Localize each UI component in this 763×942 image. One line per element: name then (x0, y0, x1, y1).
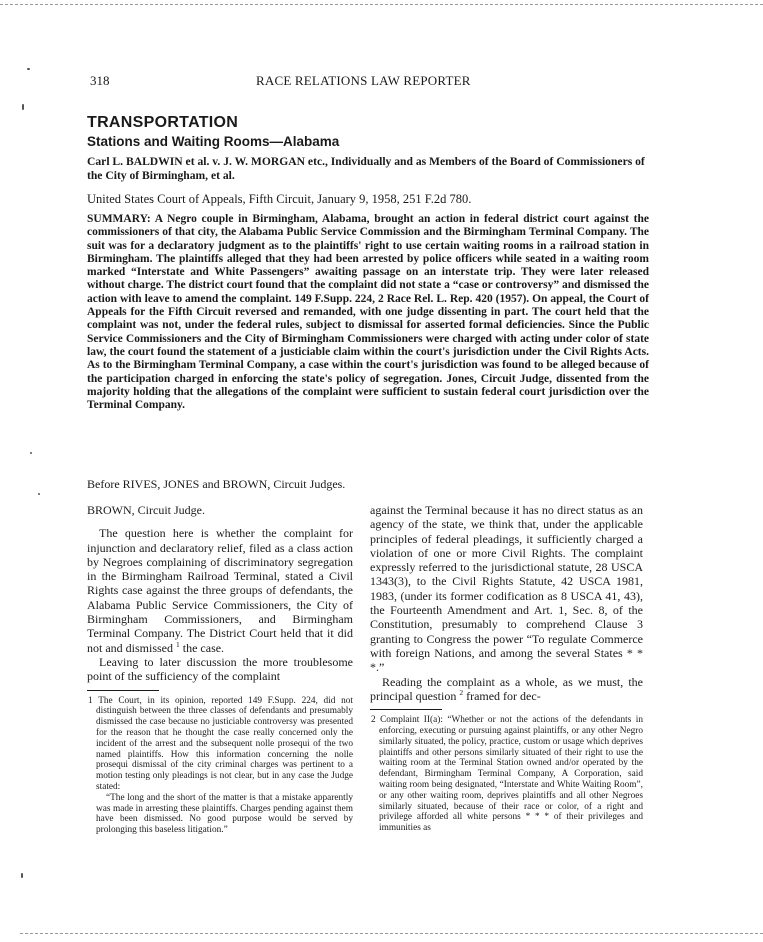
paragraph-text-tail: framed for dec- (463, 688, 541, 703)
court-citation: United States Court of Appeals, Fifth Circuit, January 9, 1958, 251 F.2d 780. (87, 192, 472, 206)
scan-speck (38, 493, 40, 495)
footnote-divider (87, 690, 159, 691)
case-caption: Carl L. BALDWIN et al. v. J. W. MORGAN etc., Individually and as Members of the Board of Commissioners of the City of Birmingham, et al. (87, 155, 645, 182)
scan-top-edge (0, 4, 763, 5)
paragraph-text: The question here is whether the complaint for injunction and declaratory relief, filed as a class action by Negroes complaining of discriminatory segregation in the Birmingham Railroad Terminal, stated a Civil Rights case against the three groups of defendants, the Alabama Public Service Commissioners, the City of Birmingham Commissioners, and Birmingham Terminal Company. The District Court held that it did not and dismissed (87, 526, 353, 655)
scan-speck (21, 873, 23, 878)
scan-speck (27, 68, 30, 70)
opinion-paragraph: against the Terminal because it has no direct status as an agency of the state, we think that, under the applicable principles of federal pleadings, it sufficiently charged a violation of one or more Civil Rights. The complaint expressly referred to the jurisdictional statute, 28 USCA 1343(3), to the Civil Rights Statute, 42 USCA 1981, 1983, (under its former codification as 8 USCA 41, 43), the Fourteenth Amendment and Art. 1, Sec. 8, of the Constitution, presumably to comprehend Clause 3 granting to Congress the power “To regulate Commerce with foreign Nations, and among the several States * * *.” (370, 503, 643, 675)
footnote-ref-1: 1 (176, 639, 180, 649)
footnote-number: 2 (371, 715, 376, 726)
opinion-paragraph (87, 526, 353, 655)
footnote-text: Complaint II(a): “Whether or not the actions of the defendants in enforcing, executing or pursuing against plaintiffs, or any other Negro similarly situated, the policy, practice, custom or usage which deprives plaintiffs and other persons similarly situated of their right to use the waiting room at the Terminal Station owned and/or operated by the defendant, Birmingham Terminal Company, A Corporation, said waiting room being designated, “Interstate and White Waiting Room”, or any other waiting room, deprives plaintiffs and all other Negroes similarly situated, because of their race or color, of a right and privilege afforded all white persons * * * of their privileges and immunities as (379, 715, 643, 834)
scan-bottom-edge (20, 933, 763, 934)
section-title: TRANSPORTATION (87, 114, 239, 131)
running-title: RACE RELATIONS LAW REPORTER (256, 73, 471, 88)
opinion-paragraph (370, 675, 643, 704)
paragraph-text: Reading the complaint as a whole, as we must, the principal question (370, 674, 643, 703)
footnote-quote: “The long and the short of the matter is that a mistake apparently was made in arresting these plaintiffs. Charges pending against them have been dismissed. No good purpose would be served by prolonging this baseless litigation.” (96, 792, 353, 836)
before-judges-line: Before RIVES, JONES and BROWN, Circuit Judges. (87, 477, 346, 491)
section-subtitle: Stations and Waiting Rooms—Alabama (87, 134, 340, 149)
scan-speck (22, 104, 24, 110)
footnote-text: The Court, in its opinion, reported 149 F.Supp. 224, did not distinguish between the three classes of defendants and presumably dismissed the case because no justiciable controversy was presented for the reason that he thought the case really concerned only the incident of the arrest and the subsequent nolle prosequi of the two named plaintiffs. How this information concerning the nolle prosequi dismissal of the city criminal charges was pertinent to a motion testing only pleadings is not clear, but in any case the Judge stated: (96, 695, 353, 792)
opinion-author: BROWN, Circuit Judge. (87, 503, 205, 517)
scan-speck (30, 452, 32, 454)
case-summary: SUMMARY: A Negro couple in Birmingham, Alabama, brought an action in federal district court against the commissioners of that city, the Alabama Public Service Commission and the Birmingham Terminal Company. The suit was for a declaratory judgment as to the plaintiffs' right to use certain waiting rooms in a railroad station in Birmingham. The plaintiffs alleged that they had been arrested by police officers while seated in a waiting room marked “Interstate and White Passengers” awaiting passage on an interstate trip. They were later released without charge. The district court found that the complaint did not state a “case or controversy” and dismissed the action with leave to amend the complaint. 149 F.Supp. 224, 2 Race Rel. L. Rep. 420 (1957). On appeal, the Court of Appeals for the Fifth Circuit reversed and remanded, with one judge dissenting in part. The court held that the complaint was not, under the federal rules, subject to dismissal for asserted formal deficiencies. Since the Public Service Commissioners and the City of Birmingham Commissioners were charged with acting under color of state law, the court found the statement of a justiciable claim within the court's jurisdiction under the Civil Rights Acts. As to the Birmingham Terminal Company, a case within the court's jurisdiction was found to be alleged because of the participation charged in enforcing the state's policy of segregation. Jones, Circuit Judge, dissented from the majority holding that the allegations of the complaint were sufficient to sustain federal court jurisdiction over the Terminal Company. (87, 213, 649, 412)
opinion-right-column (370, 503, 643, 834)
paragraph-text-tail: the case. (179, 640, 225, 655)
page-number: 318 (90, 73, 110, 88)
footnote-ref-2: 2 (459, 687, 464, 697)
footnote-2 (370, 715, 643, 834)
footnote-1 (87, 696, 353, 836)
footnote-number: 1 (88, 695, 93, 706)
opinion-paragraph: Leaving to later discussion the more troublesome point of the sufficiency of the complaint (87, 654, 353, 684)
opinion-left-column (87, 503, 353, 836)
footnote-divider (370, 709, 442, 710)
